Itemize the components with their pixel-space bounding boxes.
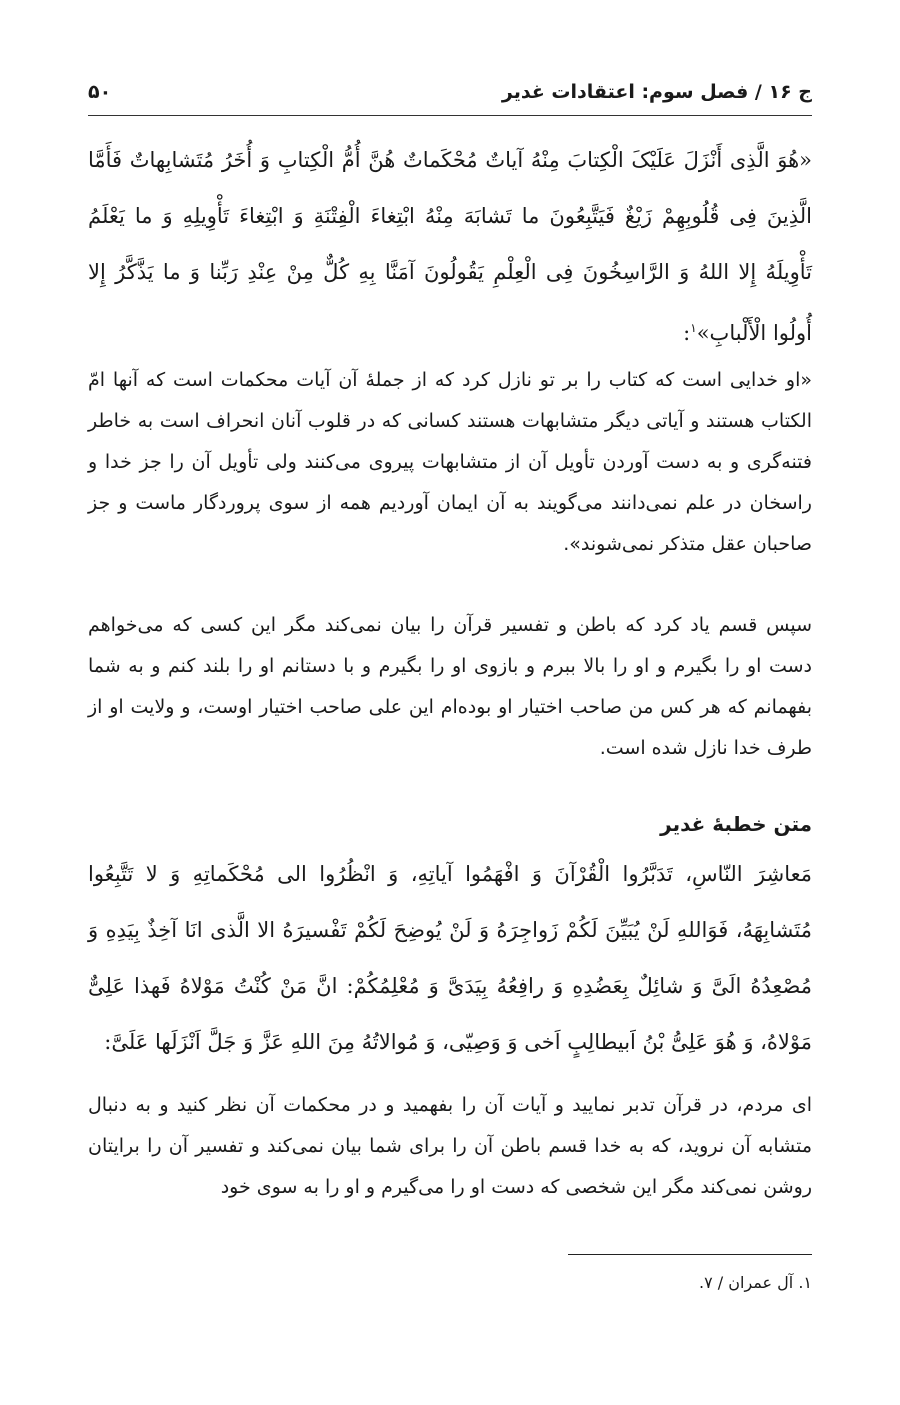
running-title: ج ۱۶ / فصل سوم: اعتقادات غدیر [501, 81, 812, 103]
footnote-rule [568, 1254, 812, 1255]
page-header [88, 74, 812, 110]
quran-verse [88, 132, 812, 361]
sermon-translation: ای مردم، در قرآن تدبر نمایید و آیات آن را بفهمید و در محکمات آن نظر کنید و به دنبال متشابه آن نروید، که به خدا قسم باطن آن را برای شما بیان نمی‌کند و تفسیر آن را برایتان روشن نمی‌کند مگر این شخصی که دست او را می‌گیرم و او را به سوی خود [88, 1094, 812, 1198]
section-heading: متن خطبهٔ غدیر [660, 812, 812, 836]
footnote: ۱. آل عمران / ۷. [699, 1273, 812, 1292]
footnote-marker: ۱ [690, 321, 697, 335]
verse-text: «هُوَ الَّذِی أَنْزَلَ عَلَیْکَ الْکِتابَ مِنْهُ آیاتٌ مُحْکَماتٌ هُنَّ أُمُّ الْکِتابِ وَ أُخَرُ مُتَشابِهاتٌ فَأَمَّا الَّذِینَ فِی قُلُوبِهِمْ زَیْغٌ فَیَتَّبِعُونَ ما تَشابَهَ مِنْهُ ابْتِغاءَ الْفِتْنَةِ وَ ابْتِغاءَ تَأْوِیلِهِ وَ ما یَعْلَمُ تَأْوِیلَهُ إِلا اللهُ وَ الرَّاسِخُونَ فِی الْعِلْمِ یَقُولُونَ آمَنَّا بِهِ کُلٌّ مِنْ عِنْدِ رَبِّنا وَ ما یَذَّکَّرُ إِلا أُولُوا الْأَلْبابِ» [88, 148, 813, 345]
page-number: ۵۰ [88, 81, 112, 103]
verse-tail: : [683, 321, 691, 345]
header-rule [88, 115, 812, 116]
arabic-sermon: مَعاشِرَ النّاسِ، تَدَبَّرُوا الْقُرْآنَ وَ افْهَمُوا آیاتِهِ، وَ انْظُرُوا الی مُحْکَماتِهِ وَ لا تَتَّبِعُوا مُتَشابِهَهُ، فَوَاللهِ لَنْ یُبَیِّنَ لَکُمْ زَواجِرَهُ وَ لَنْ یُوضِحَ لَکُمْ تَفْسیرَهُ الا الَّذی انَا آخِذٌ بِیَدِهِ وَ مُصْعِدُهُ الَیَّ وَ شائِلٌ بِعَضُدِهِ وَ رافِعُهُ بِیَدَیَّ وَ مُعْلِمُکُمْ: انَّ مَنْ کُنْتُ مَوْلاهُ فَهذا عَلِیٌّ مَوْلاهُ، وَ هُوَ عَلِیُّ بْنُ اَبیطالِبٍ اَخی وَ وَصِیّی، وَ مُوالاتُهُ مِنَ اللهِ عَزَّ وَ جَلَّ اَنْزَلَها عَلَیَّ: [88, 862, 812, 1054]
verse-translation: «او خدایی است که کتاب را بر تو نازل کرد که از جملهٔ آن آیات محکمات است که آنها امّ الکتاب هستند و آیاتی دیگر متشابهات هستند کسانی که در قلوب آنان انحراف است به خاطر فتنه‌گری و به دست آوردن تأویل آن از متشابهات پیروی می‌کنند ولی تأویل آن را جز خدا و راسخان در علم نمی‌دانند می‌گویند به آن ایمان آوردیم همه از سوی پروردگار ماست و جز صاحبان عقل متذکر نمی‌شوند». [88, 369, 812, 555]
explanation-paragraph: سپس قسم یاد کرد که باطن و تفسیر قرآن را بیان نمی‌کند مگر این کسی که می‌خواهم دست او را بگیرم و او را بالا ببرم و بازوی او را بگیرم و با دستانم او را بلند کنم و به شما بفهمانم که هر کس من صاحب اختیار او بوده‌ام این علی صاحب اختیار اوست، و ولایت او از طرف خدا نازل شده است. [88, 614, 812, 759]
